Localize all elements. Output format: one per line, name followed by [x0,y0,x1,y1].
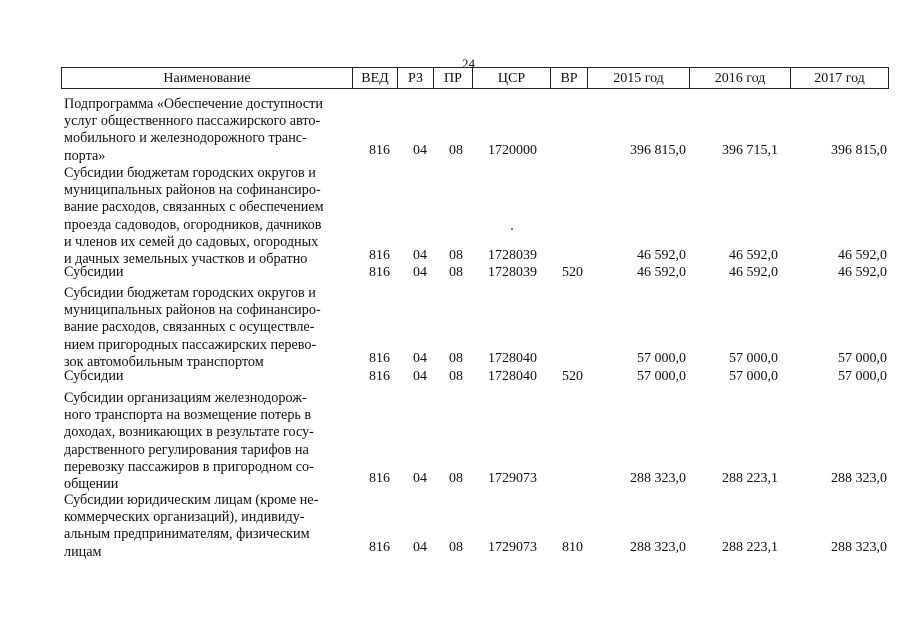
cell-ved: 816 [369,369,390,384]
row-name-line: Подпрограмма «Обеспечение доступности [64,96,323,112]
row-name-line: и дачных земельных участков и обратно [64,251,308,268]
cell-2015: 57 000,0 [637,369,686,384]
cell-pr: 08 [449,471,463,486]
row-name-line: мобильного и железнодорожного транс- [64,130,307,147]
row-name-line: вание расходов, связанных с осуществле- [64,319,315,336]
cell-2016: 288 223,1 [722,540,778,555]
cell-rz: 04 [413,248,427,263]
cell-2016: 57 000,0 [729,369,778,384]
cell-ved: 816 [369,540,390,555]
row-name-line: муниципальных районов на софинансиро- [64,182,321,199]
scan-speck [511,228,513,230]
cell-2017: 396 815,0 [831,143,887,158]
cell-pr: 08 [449,265,463,280]
row-name-line: Субсидии [64,264,124,280]
row-name-line: дарственного регулирования тарифов на [64,441,309,458]
cell-vr: 520 [562,369,583,384]
cell-vr: 810 [562,540,583,555]
cell-pr: 08 [449,248,463,263]
table-header [61,67,889,89]
cell-2015: 396 815,0 [630,143,686,158]
header-name: Наименование [62,68,353,88]
cell-rz: 04 [413,369,427,384]
header-2015: 2015 год [588,68,690,88]
row-name-line: Субсидии бюджетам городских округов и [64,285,316,301]
header-rz: РЗ [398,68,434,88]
cell-rz: 04 [413,351,427,366]
cell-vr: 520 [562,265,583,280]
cell-2017: 46 592,0 [838,265,887,280]
row-name-line: порта» [64,147,106,164]
header-2016: 2016 год [690,68,791,88]
cell-2017: 288 323,0 [831,471,887,486]
row-name [64,96,354,165]
row-name-line: проезда садоводов, огородников, дачников [64,216,322,233]
cell-rz: 04 [413,540,427,555]
row-name [64,165,354,268]
page-number: 24 [462,56,475,71]
header-vr: ВР [551,68,588,88]
cell-ved: 816 [369,265,390,280]
cell-ved: 816 [369,351,390,366]
cell-pr: 08 [449,351,463,366]
row-name-line: лицам [64,543,102,560]
cell-csr: 1728039 [488,265,537,280]
cell-csr: 1728039 [488,248,537,263]
cell-csr: 1728040 [488,369,537,384]
cell-rz: 04 [413,143,427,158]
cell-pr: 08 [449,143,463,158]
cell-2015: 288 323,0 [630,540,686,555]
cell-2016: 46 592,0 [729,265,778,280]
header-csr: ЦСР [473,68,551,88]
header-2017: 2017 год [814,71,865,86]
cell-2016: 57 000,0 [729,351,778,366]
row-name-line: и членов их семей до садовых, огородных [64,233,319,250]
row-name-line: вание расходов, связанных с обеспечением [64,199,324,216]
row-name-line: общении [64,476,119,493]
row-name [64,264,354,281]
cell-rz: 04 [413,471,427,486]
row-name-line: зок автомобильным транспортом [64,353,264,370]
cell-2017: 57 000,0 [838,369,887,384]
cell-pr: 08 [449,369,463,384]
cell-csr: 1728040 [488,351,537,366]
cell-csr: 1729073 [488,540,537,555]
row-name-line: коммерческих организаций), индивиду- [64,509,305,526]
cell-2017: 46 592,0 [838,248,887,263]
row-name-line: перевозку пассажиров в пригородном со- [64,458,314,475]
row-name-line: Субсидии [64,368,124,384]
row-name [64,492,354,561]
cell-pr: 08 [449,540,463,555]
cell-2016: 288 223,1 [722,471,778,486]
cell-2017: 57 000,0 [838,351,887,366]
row-name-line: доходах, возникающих в результате госу- [64,424,314,441]
header-ved: ВЕД [353,68,398,88]
row-name-line: услуг общественного пассажирского авто- [64,113,321,130]
cell-2015: 288 323,0 [630,471,686,486]
cell-rz: 04 [413,265,427,280]
row-name-line: альным предпринимателям, физическим [64,526,310,543]
row-name [64,285,354,371]
cell-csr: 1729073 [488,471,537,486]
cell-2017: 288 323,0 [831,540,887,555]
header-pr: ПР [434,68,473,88]
cell-ved: 816 [369,143,390,158]
cell-ved: 816 [369,248,390,263]
cell-2015: 46 592,0 [637,248,686,263]
row-name-line: ного транспорта на возмещение потерь в [64,407,312,424]
row-name [64,390,354,493]
row-name [64,368,354,385]
row-name-line: Субсидии юридическим лицам (кроме не- [64,492,319,508]
cell-csr: 1720000 [488,143,537,158]
cell-2015: 46 592,0 [637,265,686,280]
cell-2016: 396 715,1 [722,143,778,158]
row-name-line: муниципальных районов на софинансиро- [64,302,321,319]
row-name-line: Субсидии бюджетам городских округов и [64,165,316,181]
row-name-line: Субсидии организациям железнодорож- [64,390,307,406]
cell-2015: 57 000,0 [637,351,686,366]
cell-2016: 46 592,0 [729,248,778,263]
cell-ved: 816 [369,471,390,486]
row-name-line: нием пригородных пассажирских перево- [64,336,317,353]
